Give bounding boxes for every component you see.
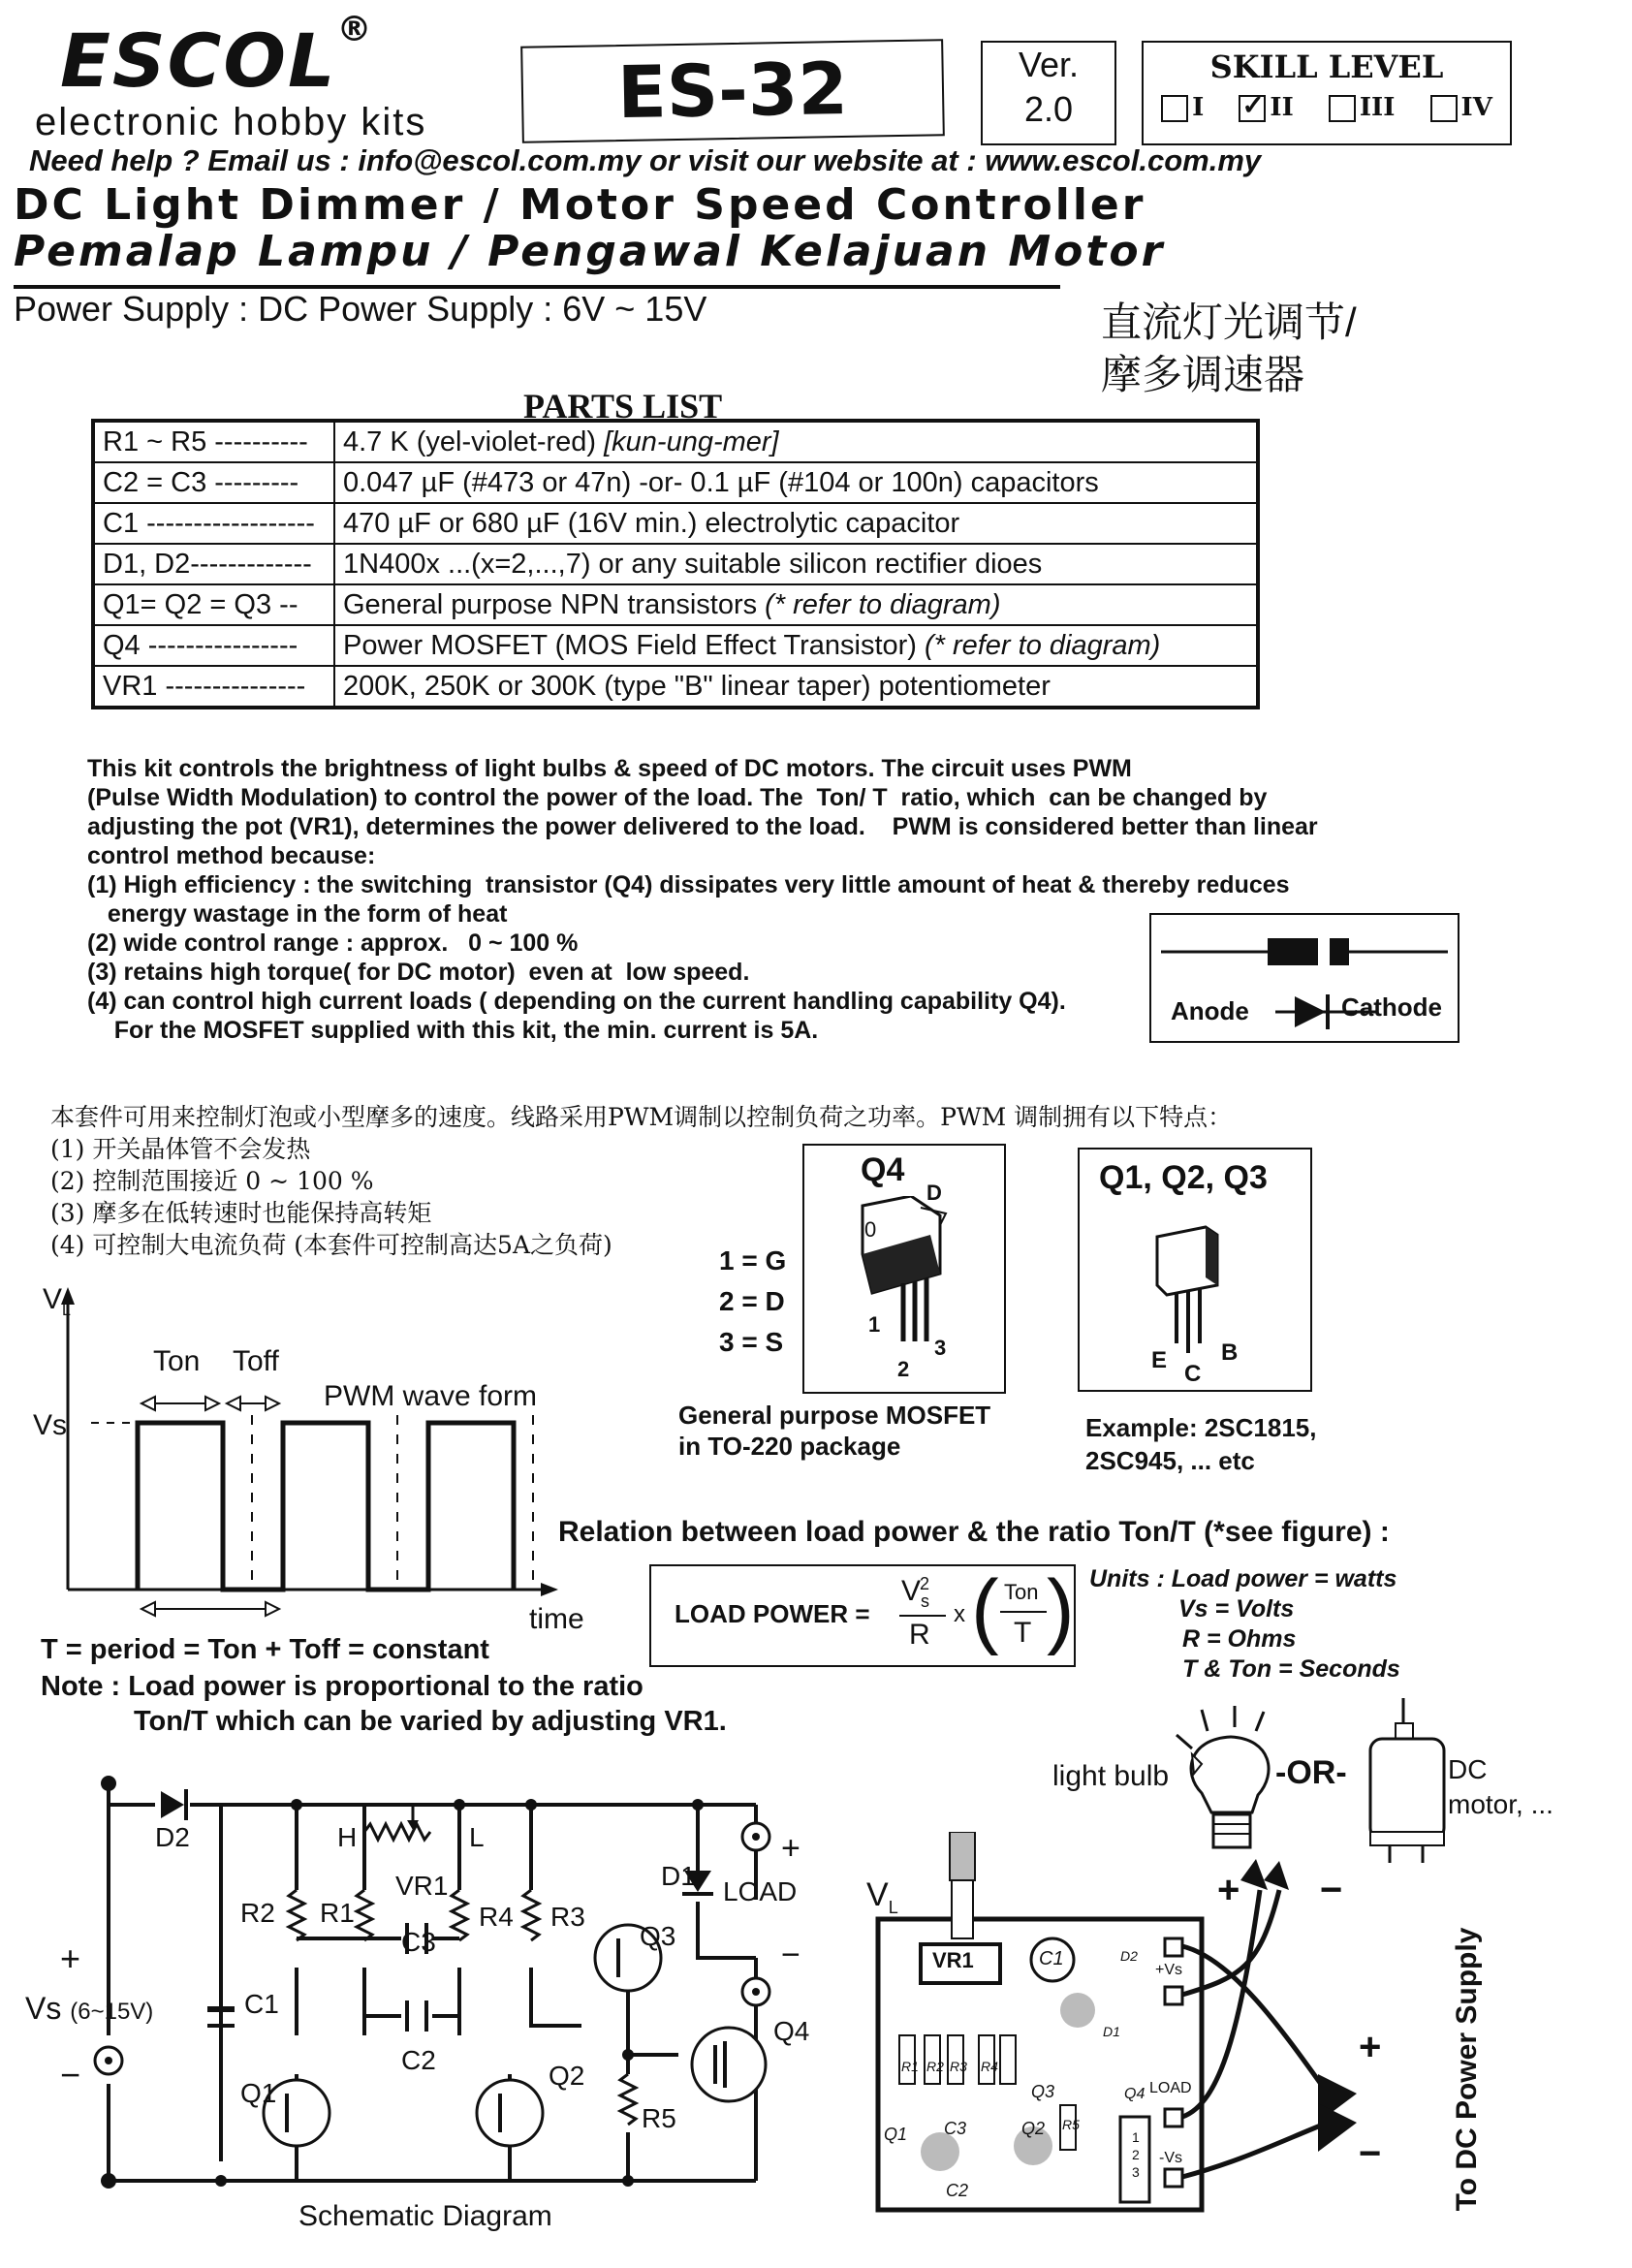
schem-vr1: VR1 <box>395 1871 449 1901</box>
schem-d2: D2 <box>155 1822 190 1852</box>
schem-d1: D1 <box>661 1861 696 1891</box>
schem-load: LOAD <box>723 1876 798 1906</box>
skill-level-box <box>1142 41 1512 145</box>
pcb-q1: Q1 <box>884 2125 908 2144</box>
schem-vl: $V_L$ <box>866 1876 898 1917</box>
load-power-formula <box>649 1564 1076 1667</box>
schem-q2: Q2 <box>549 2061 585 2091</box>
dc-motor-label: DC motor, ... <box>1448 1754 1554 1819</box>
version-label: Ver. <box>1018 45 1080 84</box>
pcb-c3: C3 <box>944 2119 967 2138</box>
part-ref: Q4 ---------------- <box>93 625 334 666</box>
part-desc: 200K, 250K or 300K (type "B" linear taper) potentiometer <box>343 670 1051 702</box>
checkbox-icon <box>1161 95 1188 122</box>
units-legend: Units : Load power = watts Vs = Volts R = Ohms T & Ton = Seconds <box>1089 1565 1400 1683</box>
skill-level-3: III <box>1329 93 1396 122</box>
waveform-title: PWM wave form <box>324 1380 538 1412</box>
npn-e-label: E <box>1151 1347 1168 1373</box>
pcb-q3: Q3 <box>1031 2082 1055 2101</box>
table-row <box>93 584 1258 625</box>
pcb-q4: Q4 <box>1124 2086 1146 2102</box>
pcb-load: LOAD <box>1149 2080 1192 2096</box>
schem-r2: R2 <box>240 1898 275 1928</box>
formula-fraction-bar <box>899 1615 946 1617</box>
waveform-note: Note : Load power is proportional to the ratio Ton/T which can be varied by adjusting VR1. <box>41 1671 727 1737</box>
checkbox-icon <box>1430 95 1458 122</box>
pcb-d1: D1 <box>1103 2024 1120 2039</box>
description-line: (1) High efficiency : the switching transistor (Q4) dissipates very little amount of heat & thereby reduces <box>87 871 1290 898</box>
title-malay: Pemalap Lampu / Pengawal Kelajuan Motor <box>14 227 1166 276</box>
part-desc: General purpose NPN transistors <box>343 588 758 620</box>
waveform-time-label: time <box>529 1603 584 1635</box>
part-desc-cell <box>334 666 1258 708</box>
schem-vs: Vs (6~15V) <box>25 1991 154 2026</box>
schem-r5: R5 <box>642 2103 676 2133</box>
schem-r1: R1 <box>320 1898 355 1928</box>
schem-q1: Q1 <box>240 2078 277 2108</box>
brand-logo: ESCOL® <box>60 10 374 104</box>
or-label: -OR- <box>1275 1754 1347 1791</box>
version-box <box>981 41 1116 145</box>
npn-caption: Example: 2SC1815, 2SC945, ... etc <box>1085 1413 1317 1475</box>
description-line: For the MOSFET supplied with this kit, the min. current is 5A. <box>87 1017 819 1044</box>
cathode-label: Cathode <box>1341 992 1442 1022</box>
schem-vs-plus: + <box>60 1938 81 1978</box>
part-desc-cell <box>334 462 1258 503</box>
q4-pin-3: 3 <box>934 1336 947 1360</box>
skill-level-1: I <box>1161 93 1204 122</box>
pcb-r1: R1 <box>901 2059 919 2074</box>
pcb-supply-plus: + <box>1359 2026 1382 2068</box>
q4-pinout: 1 = G 2 = D 3 = S <box>719 1245 787 1357</box>
paren-right-icon: ) <box>1047 1563 1075 1656</box>
npn-package-box <box>1078 1148 1312 1392</box>
schem-load-plus: + <box>781 1830 800 1867</box>
pcb-vr1: VR1 <box>932 1948 974 1972</box>
formula-times: x <box>954 1601 965 1627</box>
part-desc: 1N400x ...(x=2,...,7) or any suitable silicon rectifier dioes <box>343 548 1043 580</box>
description-zh-line: (1) 开关晶体管不会发热 <box>50 1135 311 1163</box>
description-line: (3) retains high torque( for DC motor) even at low speed. <box>87 959 750 986</box>
table-row <box>93 666 1258 708</box>
table-row <box>93 462 1258 503</box>
part-ref: R1 ~ R5 ---------- <box>93 421 334 462</box>
q4-caption: General purpose MOSFET in TO-220 package <box>678 1401 991 1461</box>
schematic-caption: Schematic Diagram <box>298 2200 552 2232</box>
description-line: energy wastage in the form of heat <box>87 900 508 928</box>
schem-vs-minus: − <box>60 2055 81 2095</box>
title-rule <box>14 285 1060 289</box>
pcb-q2: Q2 <box>1021 2119 1046 2138</box>
table-row <box>93 544 1258 584</box>
formula-numerator: $V_s^2$ <box>901 1574 930 1611</box>
table-row <box>93 421 1258 462</box>
part-note: (* refer to diagram) <box>924 629 1161 661</box>
part-note: (* refer to diagram) <box>765 588 1001 620</box>
npn-c-label: C <box>1184 1361 1202 1387</box>
schem-q4: Q4 <box>773 2016 810 2046</box>
description-line: (Pulse Width Modulation) to control the power of the load. The Ton/ T ratio, which can be changed by <box>87 784 1268 811</box>
part-desc-cell <box>334 503 1258 544</box>
part-desc-cell <box>334 421 1258 462</box>
parts-table <box>91 419 1260 709</box>
mosfet-package-icon <box>843 1196 969 1370</box>
help-line: Need help ? Email us : info@escol.com.my or visit our website at : www.escol.com.my <box>29 143 1262 177</box>
pcb-c1: C1 <box>1039 1948 1064 1969</box>
table-row <box>93 503 1258 544</box>
pcb-r3: R3 <box>950 2059 967 2074</box>
description-zh-line: (2) 控制范围接近 0 ~ 100 % <box>50 1167 374 1195</box>
skill-level-4: IV <box>1430 93 1492 122</box>
formula-lhs: LOAD POWER = <box>675 1599 870 1628</box>
pcb-d2: D2 <box>1120 1948 1138 1964</box>
description-line: This kit controls the brightness of light bulbs & speed of DC motors. The circuit uses PWM <box>87 755 1132 782</box>
part-ref: Q1= Q2 = Q3 -- <box>93 584 334 625</box>
schem-load-minus: − <box>781 1937 800 1973</box>
description-zh-line: (3) 摩多在低转速时也能保持高转矩 <box>50 1199 432 1227</box>
part-ref: C2 = C3 --------- <box>93 462 334 503</box>
title-english: DC Light Dimmer / Motor Speed Controller <box>14 180 1146 230</box>
version-value: 2.0 <box>1023 89 1074 129</box>
schem-c1: C1 <box>244 1989 279 2019</box>
paren-left-icon: ( <box>971 1563 999 1656</box>
schem-l: L <box>469 1822 485 1852</box>
q4-title: Q4 <box>861 1151 905 1188</box>
pcb-pins: 1 2 3 <box>1132 2129 1140 2180</box>
skill-level-title: SKILL LEVEL <box>1209 48 1444 85</box>
light-bulb-label: light bulb <box>1052 1760 1170 1792</box>
pcb-vs-minus: -Vs <box>1159 2150 1182 2166</box>
title-chinese: 直流灯光调节/ 摩多调速器 <box>1101 299 1357 397</box>
pcb-supply-minus: − <box>1359 2132 1382 2175</box>
part-desc: Power MOSFET (MOS Field Effect Transistor) <box>343 629 917 661</box>
description-zh-line: (4) 可控制大电流负荷 (本套件可控制高达5A之负荷) <box>50 1231 612 1259</box>
waveform-toff-label: Toff <box>233 1345 279 1377</box>
formula-t: T <box>1014 1617 1032 1649</box>
relation-heading: Relation between load power & the ratio Ton/T (*see figure) : <box>558 1516 1390 1548</box>
waveform-vs-label: Vs <box>33 1409 68 1441</box>
part-ref: D1, D2------------- <box>93 544 334 584</box>
supply-label: To DC Power Supply <box>1451 1927 1483 2212</box>
part-desc: 4.7 K (yel-violet-red) <box>343 425 597 457</box>
q4-pin-2: 2 <box>897 1357 910 1381</box>
schem-q3: Q3 <box>640 1921 676 1951</box>
parts-list-title: PARTS LIST <box>523 387 723 425</box>
description-line: adjusting the pot (VR1), determines the power delivered to the load. PWM is considered better than linear <box>87 813 1318 840</box>
checkbox-checked-icon <box>1239 95 1266 122</box>
anode-label: Anode <box>1171 996 1249 1025</box>
schematic-diagram <box>0 1745 872 2229</box>
description-zh-line: 本套件可用来控制灯泡或小型摩多的速度。线路采用PWM调制以控制负荷之功率。PWM 调制拥有以下特点： <box>50 1103 1233 1131</box>
pcb-load-plus: + <box>1217 1869 1240 1911</box>
schem-r4: R4 <box>479 1902 514 1932</box>
part-note: [kun-ung-mer] <box>604 425 779 457</box>
waveform-vl-label: $V_L$ <box>43 1283 71 1319</box>
description-line: (2) wide control range : approx. 0 ~ 100 % <box>87 929 579 957</box>
schem-h: H <box>337 1822 358 1852</box>
description-chinese <box>50 1101 1232 1261</box>
model-number: ES-32 <box>520 39 945 143</box>
waveform-period: T = period = Ton + Toff = constant <box>41 1634 489 1665</box>
schem-c2: C2 <box>401 2045 436 2075</box>
pwm-waveform <box>29 1279 572 1648</box>
part-desc: 470 µF or 680 µF (16V min.) electrolytic capacitor <box>343 507 960 539</box>
pcb-c2: C2 <box>946 2181 969 2200</box>
formula-denominator: R <box>909 1619 930 1651</box>
q4-package-box <box>802 1144 1006 1394</box>
q4-pin-1: 1 <box>868 1312 881 1337</box>
pcb-r2: R2 <box>926 2059 944 2074</box>
npn-title: Q1, Q2, Q3 <box>1099 1159 1268 1196</box>
formula-ton: Ton <box>1004 1580 1039 1604</box>
pcb-r4: R4 <box>981 2059 998 2074</box>
part-desc-cell <box>334 584 1258 625</box>
schem-c3: C3 <box>401 1927 436 1957</box>
description-line: (4) can control high current loads ( depending on the current handling capability Q4). <box>87 988 1066 1015</box>
q4-d-label: D <box>926 1181 942 1205</box>
q4-zero-label: 0 <box>864 1217 877 1242</box>
pcb-r5: R5 <box>1062 2117 1080 2132</box>
part-desc-cell <box>334 544 1258 584</box>
pcb-load-minus: − <box>1320 1869 1343 1911</box>
npn-b-label: B <box>1221 1339 1239 1366</box>
part-desc-cell <box>334 625 1258 666</box>
schem-r3: R3 <box>550 1902 585 1932</box>
checkbox-icon <box>1329 95 1356 122</box>
diode-box <box>1149 913 1459 1043</box>
waveform-ton-label: Ton <box>153 1345 201 1377</box>
power-supply: Power Supply : DC Power Supply : 6V ~ 15V <box>14 289 707 329</box>
part-ref: C1 ------------------ <box>93 503 334 544</box>
formula-ratio-bar <box>1000 1611 1047 1613</box>
part-desc: 0.047 µF (#473 or 47n) -or- 0.1 µF (#104 or 100n) capacitors <box>343 466 1099 498</box>
brand-tagline: electronic hobby kits <box>35 101 427 143</box>
description-line: control method because: <box>87 842 376 869</box>
table-row <box>93 625 1258 666</box>
skill-level-2: ✓ II <box>1239 93 1293 122</box>
pcb-vs-plus: +Vs <box>1155 1962 1183 1978</box>
part-ref: VR1 --------------- <box>93 666 334 708</box>
